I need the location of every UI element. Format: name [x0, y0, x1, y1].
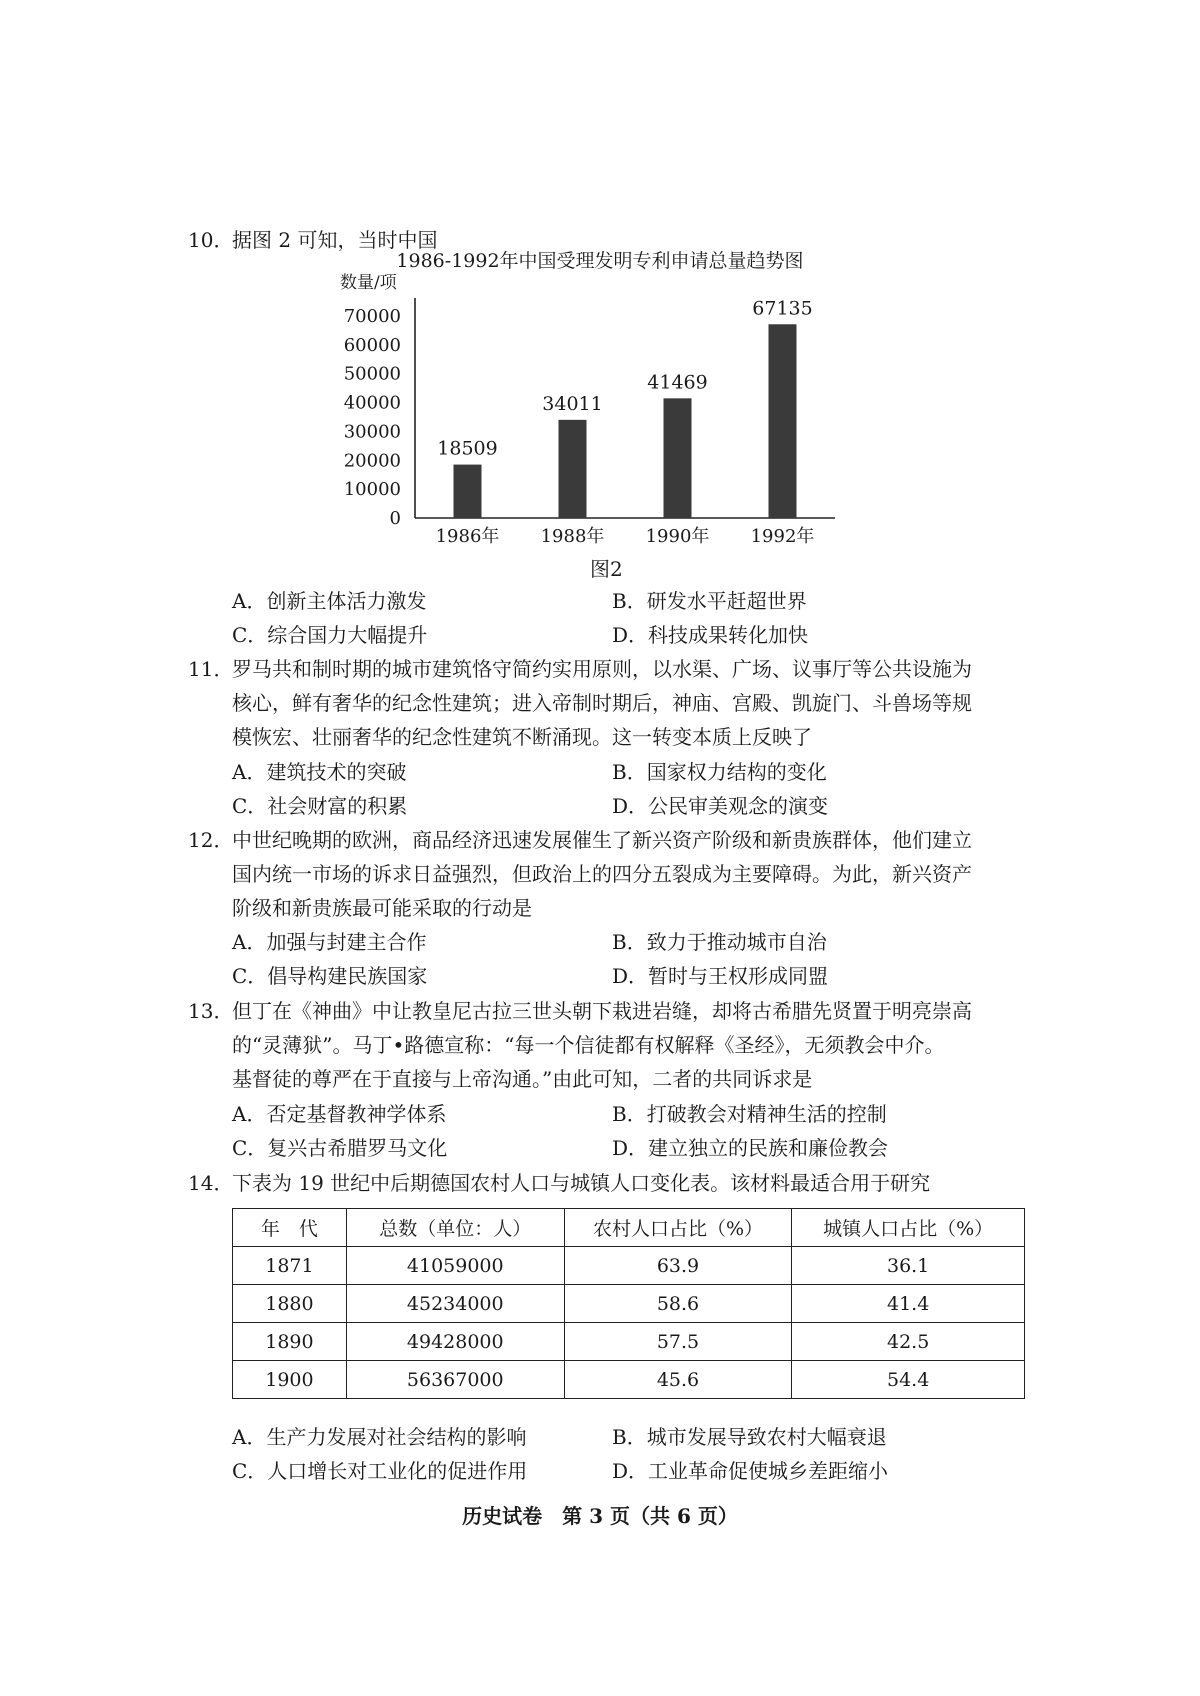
table-row	[233, 1323, 1025, 1361]
q10-number: 10．	[188, 228, 234, 252]
table-header-cell: 城镇人口占比（%）	[792, 1209, 1025, 1247]
table-header-cell: 农村人口占比（%）	[564, 1209, 792, 1247]
table-cell: 1871	[233, 1247, 347, 1285]
q11-line-2: 核心，鲜有奢华的纪念性建筑；进入帝制时期后，神庙、宫殿、凯旋门、斗兽场等规	[232, 691, 972, 715]
chart-ylabel: 数量/项	[340, 273, 397, 293]
table-cell: 54.4	[792, 1361, 1025, 1399]
q12-number: 12．	[188, 828, 234, 852]
table-cell: 45234000	[346, 1285, 564, 1323]
table-cell: 56367000	[346, 1361, 564, 1399]
table-cell: 63.9	[564, 1247, 792, 1285]
chart-title: 1986-1992年中国受理发明专利申请总量趋势图	[396, 250, 804, 272]
table-header-row	[233, 1209, 1025, 1247]
q13-line-1: 但丁在《神曲》中让教皇尼古拉三世头朝下栽进岩缝，却将古希腊先贤置于明亮崇高	[232, 999, 972, 1023]
q11-option-c: C．社会财富的积累	[232, 794, 408, 818]
q12-line-2: 国内统一市场的诉求日益强烈，但政治上的四分五裂成为主要障碍。为此，新兴资产	[232, 862, 972, 886]
q14-option-c: C．人口增长对工业化的促进作用	[232, 1459, 528, 1483]
table-row	[233, 1285, 1025, 1323]
y-tick-label: 40000	[343, 392, 401, 414]
q10-option-d: D．科技成果转化加快	[612, 623, 809, 647]
y-tick-label: 10000	[343, 479, 401, 501]
q13-number: 13．	[188, 999, 234, 1023]
q11-option-a: A．建筑技术的突破	[232, 760, 407, 784]
q12-line-3: 阶级和新贵族最可能采取的行动是	[232, 896, 532, 920]
y-tick-label: 20000	[343, 450, 401, 472]
table-cell: 42.5	[792, 1323, 1025, 1361]
q11-number: 11．	[188, 657, 234, 681]
patent-bar-chart	[330, 250, 870, 560]
y-tick-label: 30000	[343, 421, 401, 443]
table-cell: 41059000	[346, 1247, 564, 1285]
q12-option-b: B．致力于推动城市自治	[612, 930, 827, 954]
bar	[454, 465, 482, 518]
bar-data-label: 18509	[437, 437, 498, 460]
table-cell: 1900	[233, 1361, 347, 1399]
q10-option-c: C．综合国力大幅提升	[232, 623, 428, 647]
x-tick-label: 1988年	[540, 526, 605, 547]
table-cell: 57.5	[564, 1323, 792, 1361]
population-table	[232, 1208, 1025, 1399]
y-tick-label: 60000	[343, 334, 401, 356]
q10-option-b: B．研发水平赶超世界	[612, 589, 807, 613]
bar-data-label: 34011	[542, 392, 603, 415]
q12-option-c: C．倡导构建民族国家	[232, 964, 428, 988]
x-tick-label: 1990年	[645, 526, 710, 547]
q14-option-d: D．工业革命促使城乡差距缩小	[612, 1459, 889, 1483]
table-header-cell: 年 代	[233, 1209, 347, 1247]
q13-option-b: B．打破教会对精神生活的控制	[612, 1102, 887, 1126]
q12-option-a: A．加强与封建主合作	[232, 930, 427, 954]
q14-stem: 下表为 19 世纪中后期德国农村人口与城镇人口变化表。该材料最适合用于研究	[232, 1171, 931, 1195]
bar	[664, 398, 692, 518]
bar-data-label: 67135	[752, 297, 813, 320]
y-tick-label: 0	[389, 508, 401, 529]
q11-option-b: B．国家权力结构的变化	[612, 760, 827, 784]
q13-line-3: 基督徒的尊严在于直接与上帝沟通。”由此可知，二者的共同诉求是	[232, 1067, 813, 1091]
table-cell: 45.6	[564, 1361, 792, 1399]
bar-data-label: 41469	[647, 371, 708, 394]
table-cell: 36.1	[792, 1247, 1025, 1285]
table-row	[233, 1247, 1025, 1285]
bar	[559, 420, 587, 518]
table-header-cell: 总数（单位：人）	[346, 1209, 564, 1247]
page-footer: 历史试卷 第 3 页（共 6 页）	[462, 1504, 738, 1528]
x-tick-label: 1986年	[435, 526, 500, 547]
table-cell: 41.4	[792, 1285, 1025, 1323]
figure-caption: 图2	[590, 557, 623, 581]
q13-line-2: 的“灵薄狱”。马丁•路德宣称：“每一个信徒都有权解释《圣经》，无须教会中介。	[232, 1033, 945, 1057]
q11-line-3: 模恢宏、壮丽奢华的纪念性建筑不断涌现。这一转变本质上反映了	[232, 725, 812, 749]
table-cell: 49428000	[346, 1323, 564, 1361]
q13-option-a: A．否定基督教神学体系	[232, 1102, 447, 1126]
table-cell: 1880	[233, 1285, 347, 1323]
y-tick-label: 70000	[343, 306, 401, 327]
q12-option-d: D．暂时与王权形成同盟	[612, 964, 829, 988]
y-tick-label: 50000	[343, 363, 401, 385]
q12-line-1: 中世纪晚期的欧洲，商品经济迅速发展催生了新兴资产阶级和新贵族群体，他们建立	[232, 828, 972, 852]
table-cell: 1890	[233, 1323, 347, 1361]
q11-line-1: 罗马共和制时期的城市建筑恪守简约实用原则，以水渠、广场、议事厅等公共设施为	[232, 657, 972, 681]
table-cell: 58.6	[564, 1285, 792, 1323]
bar	[769, 324, 797, 518]
q14-option-a: A．生产力发展对社会结构的影响	[232, 1425, 527, 1449]
q10-stem: 据图 2 可知，当时中国	[232, 228, 438, 252]
q13-option-c: C．复兴古希腊罗马文化	[232, 1136, 448, 1160]
q14-option-b: B．城市发展导致农村大幅衰退	[612, 1425, 887, 1449]
q13-option-d: D．建立独立的民族和廉俭教会	[612, 1136, 889, 1160]
q11-option-d: D．公民审美观念的演变	[612, 794, 829, 818]
table-row	[233, 1361, 1025, 1399]
q14-number: 14．	[188, 1171, 234, 1195]
q10-option-a: A．创新主体活力激发	[232, 589, 427, 613]
x-tick-label: 1992年	[750, 526, 815, 547]
